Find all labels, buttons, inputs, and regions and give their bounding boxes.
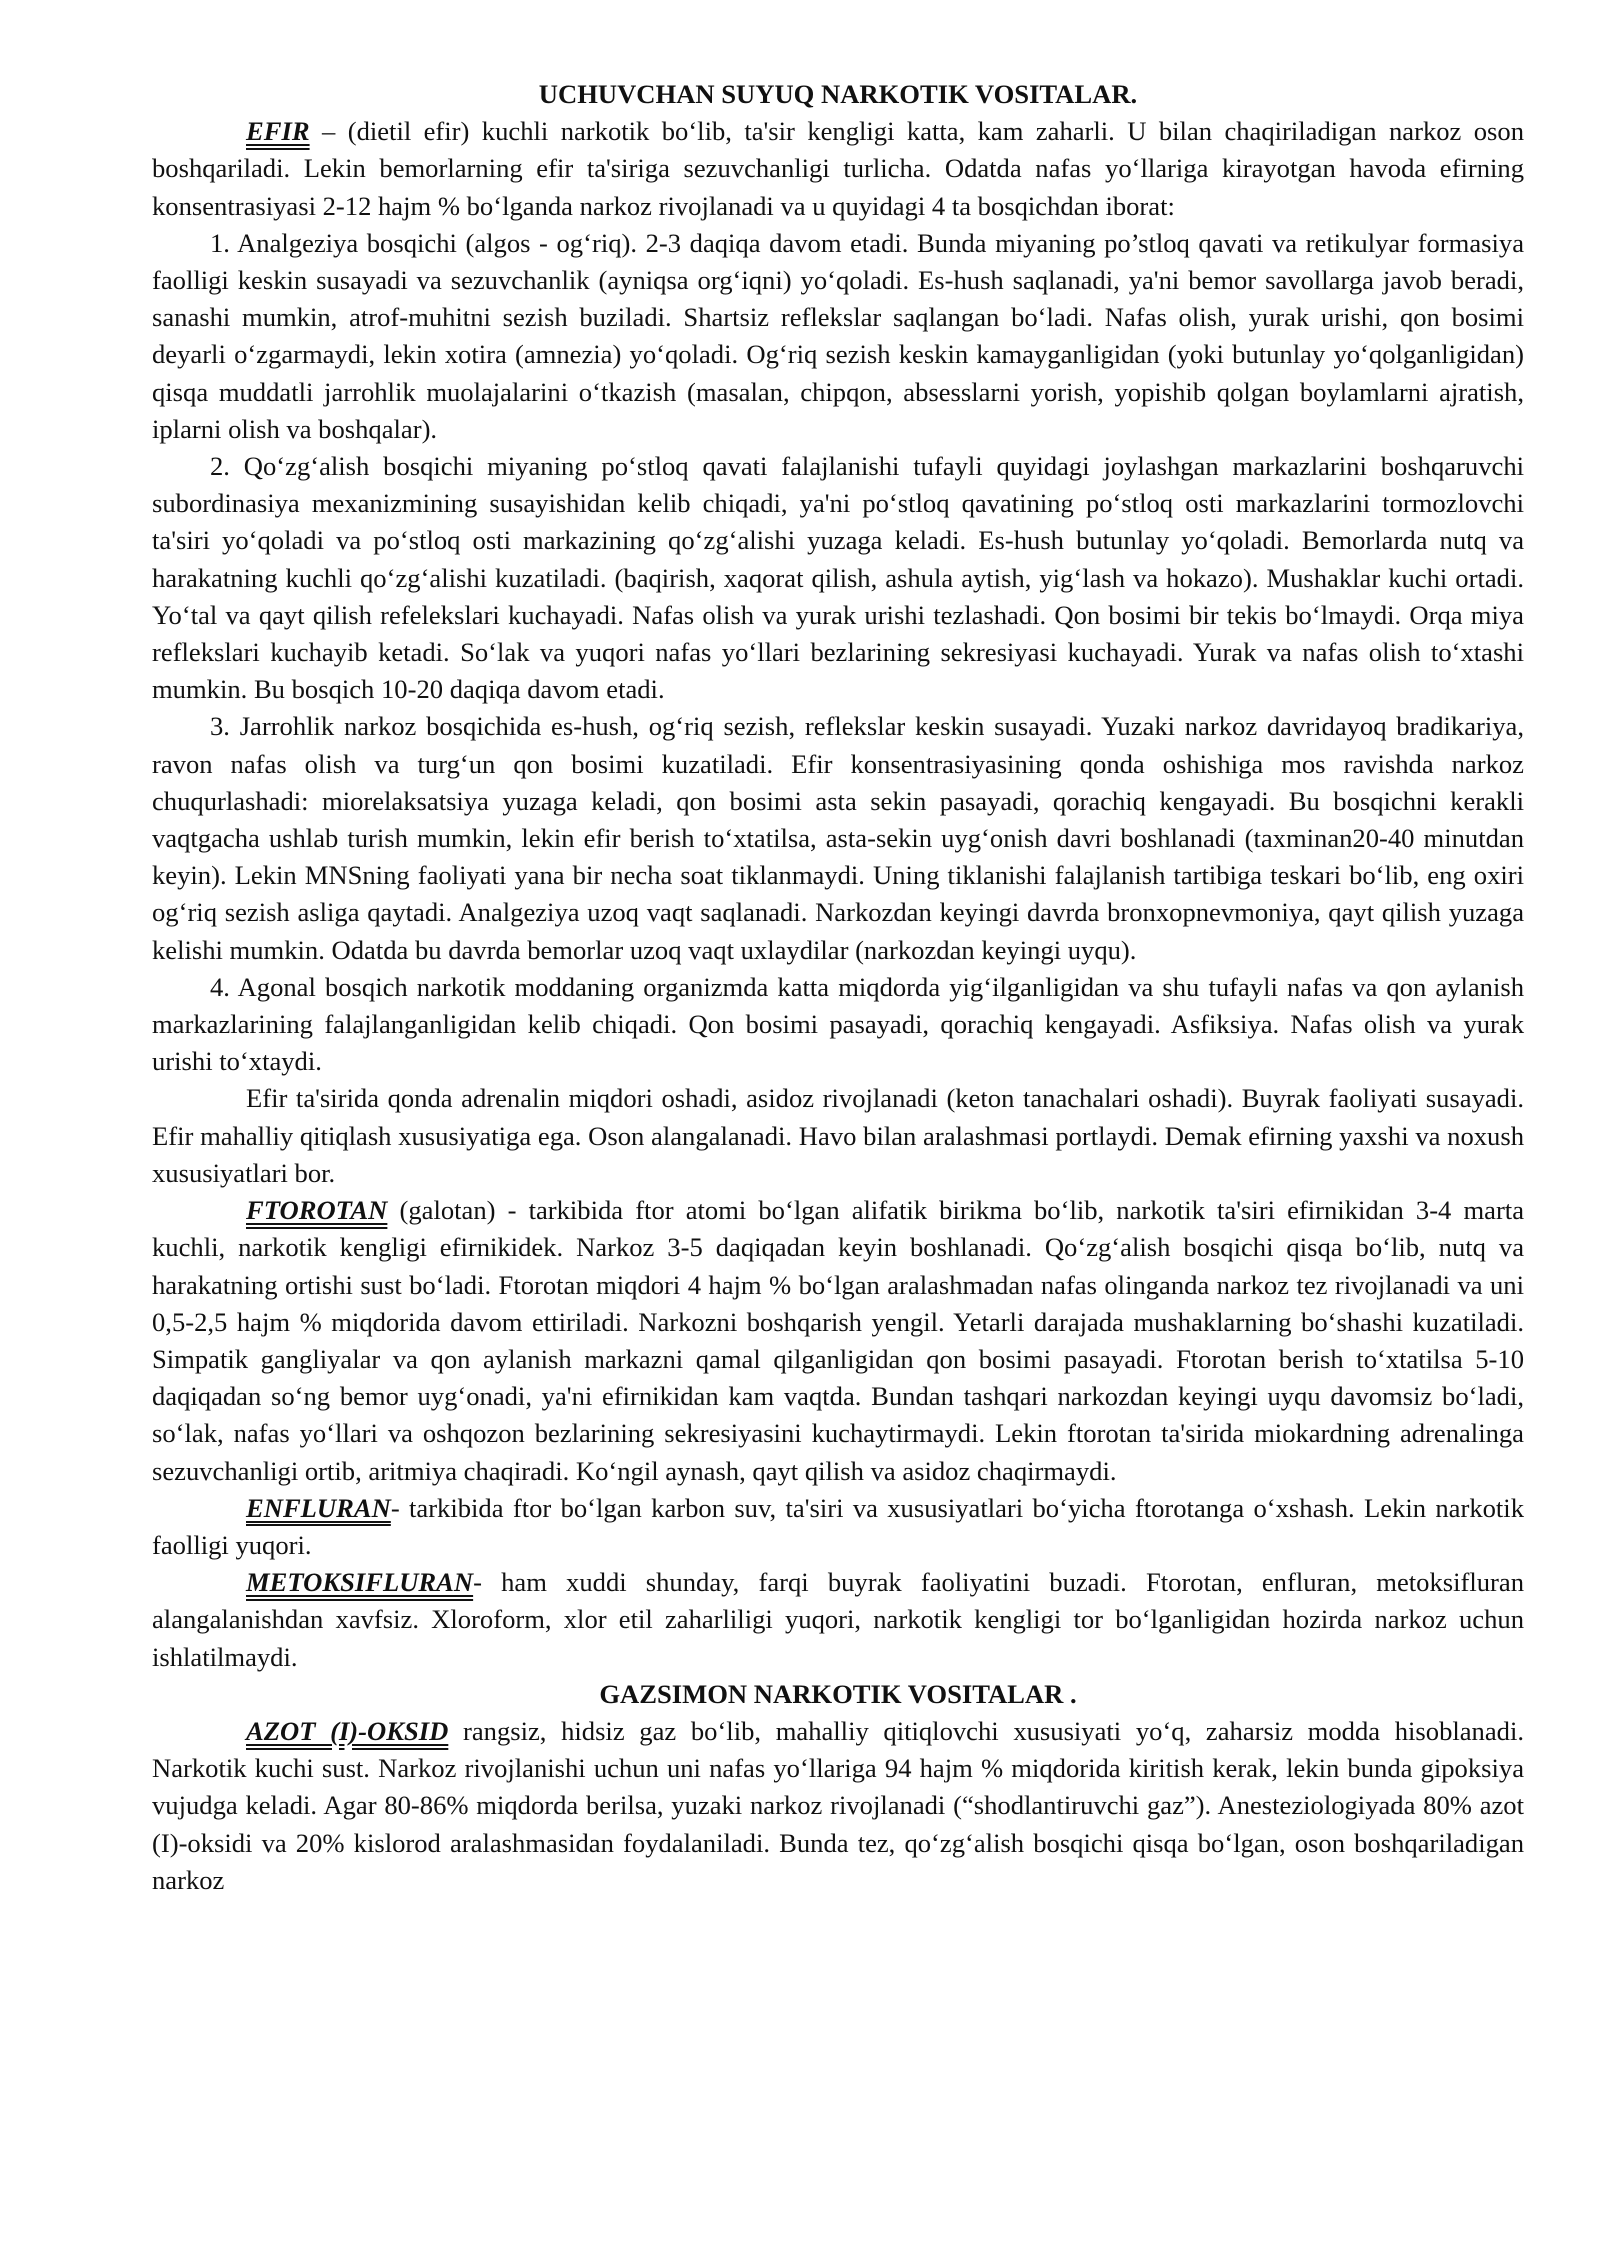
azot-oksid-text: rangsiz, hidsiz gaz bo‘lib, mahalliy qitiqlovchi xususiyati yo‘q, zaharsiz modda hisoblanadi. Narkotik kuchi sust. Narkoz rivojlanishi uchun uni nafas yo‘llariga 94 hajm % miqdorida kiritish kerak, lekin bunda gipoksiya vujudga keladi. Agar 80-86% miqdorda berilsa, yuzaki narkoz rivojlanadi (“shodlantiruvchi gaz”). Anesteziologiyada 80% azot (I)-oksidi va 20% kislorod aralashmasidan foydalaniladi. Bunda tez, qo‘zg‘alish bosqichi qisqa bo‘lgan, oson boshqariladigan narkoz — [152, 1715, 1524, 1895]
paragraph-efir — [152, 113, 1524, 225]
section-title-volatile-liquid: UCHUVCHAN SUYUQ NARKOTIK VOSITALAR. — [538, 79, 1138, 109]
term-efir: EFIR — [246, 116, 310, 147]
stage-3-surgical: 3. Jarrohlik narkoz bosqichida es-hush, og‘riq sezish, reflekslar keskin susayadi. Yuzaki narkoz davridayoq bradikariya, ravon nafas olish va turg‘un qon bosimi kuzatiladi. Efir konsentrasiyasining qonda oshishiga mos ravishda narkoz chuqurlashadi: miorelaksatsiya yuzaga keladi, qon bosimi asta sekin pasayadi, qorachiq kengayadi. Bu bosqichni kerakli vaqtgacha ushlab turish mumkin, lekin efir berish to‘xtatilsa, asta-sekin uyg‘onish davri boshlanadi (taxminan20-40 minutdan keyin). Lekin MNSning faoliyati yana bir necha soat tiklanmaydi. Uning tiklanishi falajlanish tartibiga teskari bo‘lib, eng oxiri og‘riq sezish asliga qaytadi. Analgeziya uzoq vaqt saqlanadi. Narkozdan keyingi davrda bronxopnevmoniya, qayt qilish yuzaga kelishi mumkin. Odatda bu davrda bemorlar uzoq vaqt uxlaydilar (narkozdan keyingi uyqu). — [152, 711, 1524, 965]
term-metoksifluran: METOKSIFLURAN — [246, 1567, 474, 1598]
paragraph-efir-summary: Efir ta'sirida qonda adrenalin miqdori oshadi, asidoz rivojlanadi (keton tanachalari oshadi). Buyrak faoliyati susayadi. Efir mahalliy qitiqlash xususiyatiga ega. Oson alangalanadi. Havo bilan aralashmasi portlaydi. Demak efirning yaxshi va noxush xususiyatlari bor. — [152, 1083, 1524, 1188]
term-enfluran: ENFLURAN — [246, 1492, 391, 1523]
enfluran-text: - tarkibida ftor bo‘lgan karbon suv, ta'siri va xususiyatlari bo‘yicha ftorotanga o‘xshash. Lekin narkotik faolligi yuqori. — [152, 1492, 1524, 1560]
section-title-gaseous: GAZSIMON NARKOTIK VOSITALAR . — [599, 1678, 1077, 1709]
stage-2-excitation: 2. Qo‘zg‘alish bosqichi miyaning po‘stloq qavati falajlanishi tufayli quyidagi joylashgan markazlarini boshqaruvchi subordinasiya mexanizmining susayishidan kelib chiqadi, ya'ni po‘stloq qavatining po‘stloq osti markazlarini tormozlovchi ta'siri yo‘qoladi va po‘stloq osti markazining qo‘zg‘alishi yuzaga keladi. Es-hush butunlay yo‘qoladi. Bemorlarda nutq va harakatning kuchli qo‘zg‘alishi kuzatiladi. (baqirish, xaqorat qilish, ashula aytish, yig‘lash va hokazo). Mushaklar kuchi ortadi. Yo‘tal va qayt qilish refelekslari kuchayadi. Nafas olish va yurak urishi tezlashadi. Qon bosimi bir tekis bo‘lmaydi. Orqa miya reflekslari kuchayib ketadi. So‘lak va yuqori nafas yo‘llari bezlarining sekresiyasi kuchayadi. Yurak va nafas olish to‘xtashi mumkin. Bu bosqich 10-20 daqiqa davom etadi. — [152, 451, 1524, 705]
term-ftorotan: FTOROTAN — [246, 1195, 388, 1226]
paragraph-ftorotan — [152, 1192, 1524, 1490]
stage-4-agonal: 4. Agonal bosqich narkotik moddaning organizmda katta miqdorda yig‘ilganligidan va shu tufayli nafas va qon aylanish markazlarining falajlanganligidan kelib chiqadi. Qon bosimi pasayadi, qorachiq kengayadi. Asfiksiya. Nafas olish va yurak urishi to‘xtaydi. — [152, 971, 1524, 1077]
paragraph-enfluran — [152, 1490, 1524, 1564]
ftorotan-text: (galotan) - tarkibida ftor atomi bo‘lgan alifatik birikma bo‘lib, narkotik ta'siri efirnikidan 3-4 marta kuchli, narkotik kengligi efirnikidek. Narkoz 3-5 daqiqadan keyin boshlanadi. Qo‘zg‘alish bosqichi qisqa bo‘lib, nutq va harakatning ortishi sust bo‘ladi. Ftorotan miqdori 4 hajm % bo‘lgan aralashmadan nafas olinganda narkoz tez rivojlanadi va uni 0,5-2,5 hajm % miqdorida davom ettiriladi. Narkozni boshqarish yengil. Yetarli darajada mushaklarning bo‘shashi kuzatiladi. Simpatik gangliyalar va qon aylanish markazni qamal qilganligidan qon bosimi pasayadi. Ftorotan berish to‘xtatilsa 5-10 daqiqadan so‘ng bemor uyg‘onadi, ya'ni efirnikidan kam vaqtda. Bundan tashqari narkozdan keyingi uyqu davomsiz bo‘ladi, so‘lak, nafas yo‘llari va oshqozon bezlarining sekresiyasini kuchaytirmaydi. Lekin ftorotan ta'sirida miokardning adrenalinga sezuvchanligi ortib, aritmiya chaqiradi. Ko‘ngil aynash, qayt qilish va asidoz chaqirmaydi. — [152, 1195, 1524, 1486]
paragraph-metoksifluran — [152, 1564, 1524, 1676]
paragraph-azot-oksid — [152, 1713, 1524, 1899]
stage-1-analgesia: 1. Analgeziya bosqichi (algos - og‘riq). 2-3 daqiqa davom etadi. Bunda miyaning po’stloq qavati va retikulyar formasiya faolligi keskin susayadi va sezuvchanlik (ayniqsa org‘iqni) yo‘qoladi. Es-hush saqlanadi, ya'ni bemor savollarga javob beradi, sanashi mumkin, atrof-muhitni sezish buziladi. Shartsiz reflekslar saqlangan bo‘ladi. Nafas olish, yurak urishi, qon bosimi deyarli o‘zgarmaydi, lekin xotira (amnezia) yo‘qoladi. Og‘riq sezish keskin kamayganligidan (yoki butunlay yo‘qolganligidan) qisqa muddatli jarrohlik muolajalarini o‘tkazish (masalan, chipqon, absesslarni yorish, yopishib qolgan boylamlarni ajratish, iplarni olish va boshqalar). — [152, 227, 1524, 444]
metoksifluran-text: - ham xuddi shunday, farqi buyrak faoliyatini buzadi. Ftorotan, enfluran, metoksifluran alangalanishdan xavfsiz. Xloroform, xlor etil zaharliligi yuqori, narkotik kengligi tor bo‘lganligidan hozirda narkoz uchun ishlatilmaydi. — [152, 1567, 1524, 1672]
efir-intro-text: – (dietil efir) kuchli narkotik bo‘lib, ta'sir kengligi katta, kam zaharli. U bilan chaqiriladigan narkoz oson boshqariladi. Lekin bemorlarning efir ta'siriga sezuvchanligi turlicha. Odatda nafas yo‘llariga kirayotgan havoda efirning konsentrasiyasi 2-12 hajm % bo‘lganda narkoz rivojlanadi va u quyidagi 4 ta bosqichdan iborat: — [152, 116, 1524, 221]
term-azot-oksid: AZOT (I)-OKSID — [246, 1715, 449, 1746]
